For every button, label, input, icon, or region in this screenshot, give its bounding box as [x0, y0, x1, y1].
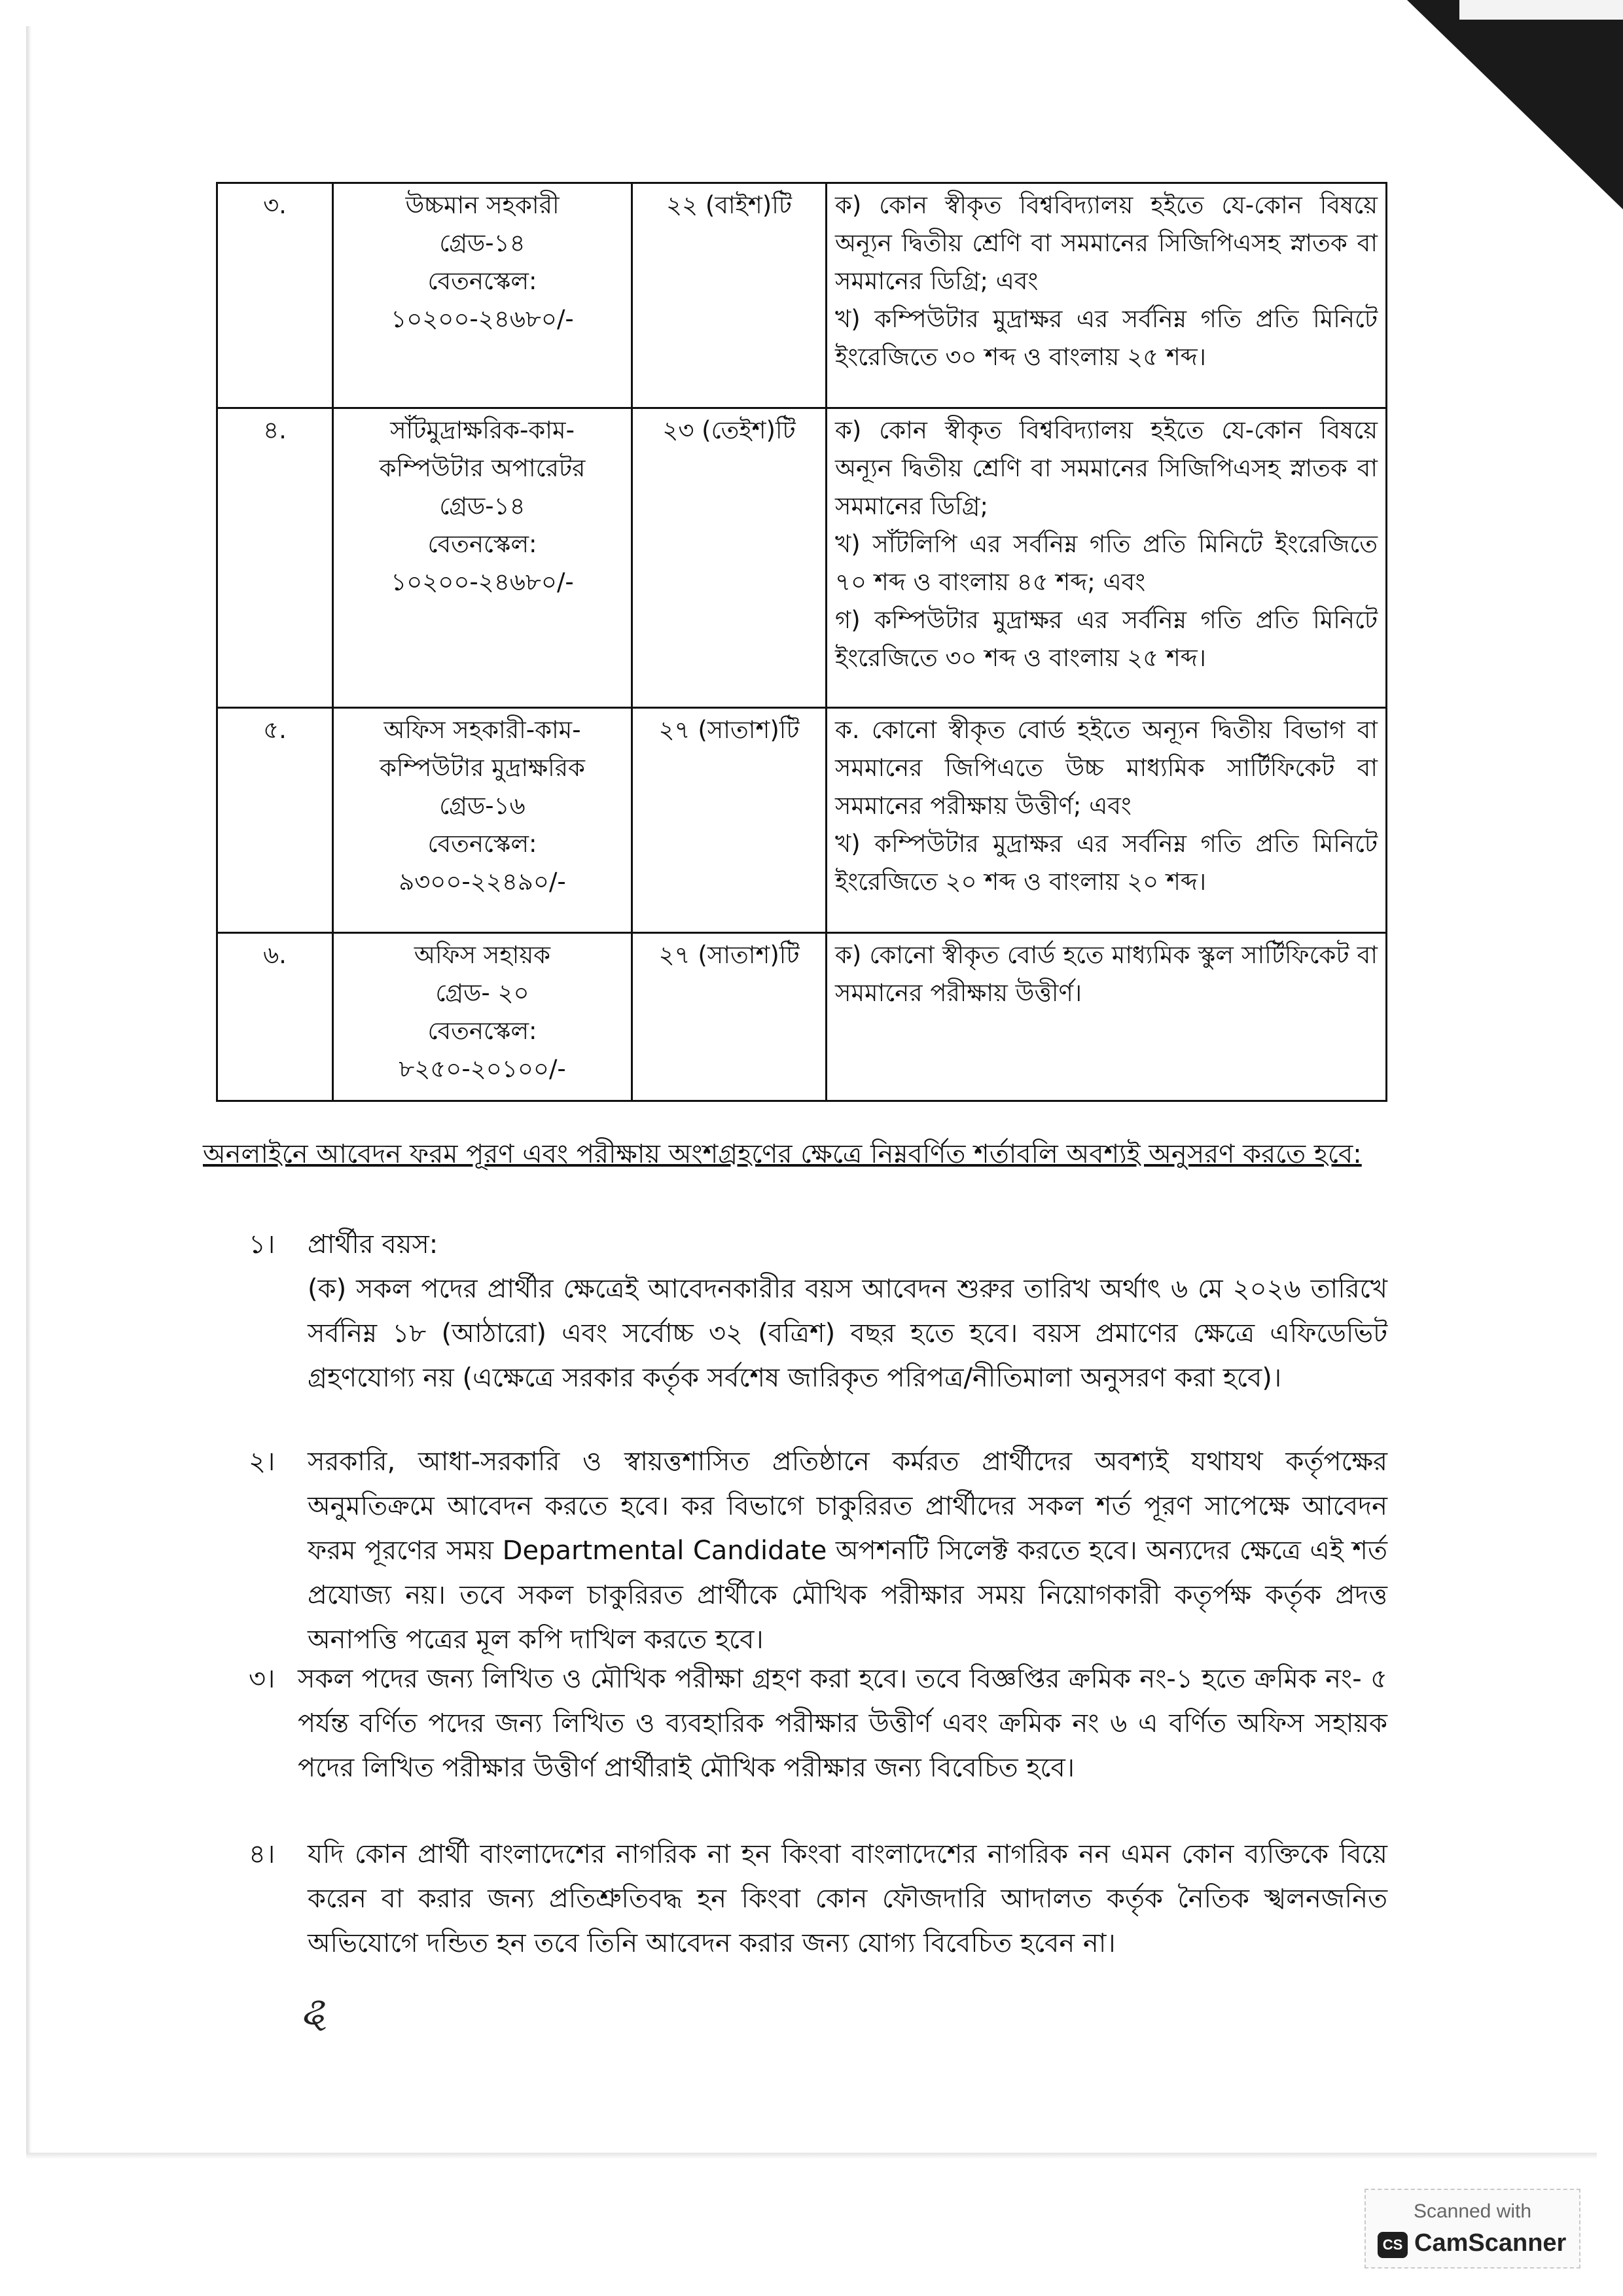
qualification-cell	[827, 708, 1387, 933]
posts-table	[216, 182, 1387, 1102]
page-edge-left	[26, 26, 31, 2159]
page-edge-bottom	[26, 2153, 1597, 2159]
qualification-cell	[827, 408, 1387, 708]
qualification-cell	[827, 933, 1387, 1101]
condition-number: ৩।	[249, 1664, 276, 1694]
qualification-item: গ) কম্পিউটার মুদ্রাক্ষর এর সর্বনিম্ন গতি প্রতি মিনিটে ইংরেজিতে ৩০ শব্দ ও বাংলায় ২৫ শব্দ।	[835, 606, 1378, 672]
vacancy-count: ২৩ (তেইশ)টি	[632, 408, 827, 708]
page-corner-edge	[1459, 0, 1623, 20]
qualification-item: ক) কোন স্বীকৃত বিশ্ববিদ্যালয় হইতে যে-কোন বিষয়ে অন্যূন দ্বিতীয় শ্রেণি বা সমমানের সিজিপিএসহ স্নাতক বা সমমানের ডিগ্রি;	[835, 416, 1378, 520]
post-title-cont: কম্পিউটার মুদ্রাক্ষরিক	[380, 754, 585, 782]
page-corner-fold	[1407, 0, 1623, 209]
post-grade: গ্রেড-১৬	[439, 792, 526, 820]
serial-cell: ৩.	[217, 183, 333, 408]
camscanner-watermark	[1364, 2189, 1580, 2269]
serial-cell: ৫.	[217, 708, 333, 933]
qualification-item: ক. কোনো স্বীকৃত বোর্ড হইতে অন্যূন দ্বিতীয় বিভাগ বা সমমানের জিপিএতে উচ্চ মাধ্যমিক সার্টিফিকেট বা সমমানের পরীক্ষায় উত্তীর্ণ; এবং	[835, 716, 1378, 820]
condition-text: (ক) সকল পদের প্রার্থীর ক্ষেত্রেই আবেদনকারীর বয়স আবেদন শুরুর তারিখ অর্থাৎ ৬ মে ২০২৬ তারিখে সর্বনিম্ন ১৮ (আঠারো) এবং সর্বোচ্চ ৩২ (বত্রিশ) বছর হতে হবে। বয়স প্রমাণের ক্ষেত্রে এফিডেভিট গ্রহণযোগ্য নয় (এক্ষেত্রে সরকার কর্তৃক সর্বশেষ জারিকৃত পরিপত্র/নীতিমালা অনুসরণ করা হবে)।	[308, 1274, 1387, 1393]
condition-text: সরকারি, আধা-সরকারি ও স্বায়ত্তশাসিত প্রতিষ্ঠানে কর্মরত প্রার্থীদের অবশ্যই যথাযথ কর্তৃপক্ষের অনুমতিক্রমে আবেদন করতে হবে। কর বিভাগে চাকুরিরত প্রার্থীদের সকল শর্ত পূরণ সাপেক্ষে আবেদন ফরম পূরণের সময় Departmental Candidate অপশনটি সিলেক্ট করতে হবে। অন্যদের ক্ষেত্রে এই শর্ত প্রযোজ্য নয়। তবে সকল চাকুরিরত প্রার্থীকে মৌখিক পরীক্ষার সময় নিয়োগকারী কতৃর্পক্ষ কর্তৃক প্রদত্ত অনাপত্তি পত্রের মূল কপি দাখিল করতে হবে।	[308, 1447, 1387, 1655]
post-title: অফিস সহকারী-কাম-	[383, 716, 581, 744]
vacancy-count: ২৭ (সাতাশ)টি	[632, 708, 827, 933]
pay-scale-value: ১০২০০-২৪৬৮০/-	[391, 568, 574, 596]
post-title-cont: কম্পিউটার অপারেটর	[379, 454, 586, 482]
qualification-cell	[827, 183, 1387, 408]
qualification-item: ক) কোন স্বীকৃত বিশ্ববিদ্যালয় হইতে যে-কোন বিষয়ে অন্যূন দ্বিতীয় শ্রেণি বা সমমানের সিজিপিএসহ স্নাতক বা সমমানের ডিগ্রি; এবং	[835, 191, 1378, 295]
table-row	[217, 408, 1387, 708]
post-title: অফিস সহায়ক	[414, 941, 551, 969]
pay-scale-value: ৯৩০০-২২৪৯০/-	[399, 868, 566, 896]
watermark-brand: CamScanner	[1414, 2229, 1567, 2257]
table-row	[217, 183, 1387, 408]
condition-text: সকল পদের জন্য লিখিত ও মৌখিক পরীক্ষা গ্রহণ করা হবে। তবে বিজ্ঞপ্তির ক্রমিক নং-১ হতে ক্রমিক নং- ৫ পর্যন্ত বর্ণিত পদের জন্য লিখিত ও ব্যবহারিক পরীক্ষার উত্তীর্ণ এবং ক্রমিক নং ৬ এ বর্ণিত অফিস সহায়ক পদের লিখিত পরীক্ষার উত্তীর্ণ প্রার্থীরাই মৌখিক পরীক্ষার জন্য বিবেচিত হবে।	[298, 1664, 1387, 1783]
serial-cell: ৬.	[217, 933, 333, 1101]
watermark-caption: Scanned with	[1413, 2200, 1532, 2222]
conditions-heading: অনলাইনে আবেদন ফরম পূরণ এবং পরীক্ষায় অংশগ্রহণের ক্ষেত্রে নিম্নবর্ণিত শর্তাবলি অবশ্যই অনুসরণ করতে হবে:	[203, 1139, 1362, 1169]
post-title: উচ্চমান সহকারী	[405, 191, 560, 219]
post-cell	[333, 708, 632, 933]
condition-text: যদি কোন প্রার্থী বাংলাদেশের নাগরিক না হন কিংবা বাংলাদেশের নাগরিক নন এমন কোন ব্যক্তিকে বিয়ে করেন বা করার জন্য প্রতিশ্রুতিবদ্ধ হন কিংবা কোন ফৌজদারি আদালত কর্তৃক নৈতিক স্খলনজনিত অভিযোগে দন্ডিত হন তবে তিনি আবেদন করার জন্য যোগ্য বিবেচিত হবেন না।	[308, 1839, 1387, 1958]
pay-scale-label: বেতনস্কেল:	[427, 1017, 537, 1045]
condition-title: প্রার্থীর বয়স:	[308, 1229, 438, 1260]
post-cell	[333, 183, 632, 408]
post-cell	[333, 933, 632, 1101]
vacancy-count: ২৭ (সাতাশ)টি	[632, 933, 827, 1101]
handwritten-initials: ୡ	[301, 1989, 328, 2034]
post-title: সাঁটমুদ্রাক্ষরিক-কাম-	[390, 416, 575, 444]
pay-scale-label: বেতনস্কেল:	[427, 530, 537, 558]
qualification-item: ক) কোনো স্বীকৃত বোর্ড হতে মাধ্যমিক স্কুল সার্টিফিকেট বা সমমানের পরীক্ষায় উত্তীর্ণ।	[835, 941, 1378, 1007]
post-grade: গ্রেড-১৪	[439, 229, 526, 257]
post-cell	[333, 408, 632, 708]
table-row	[217, 933, 1387, 1101]
condition-number: ৪।	[249, 1839, 276, 1869]
post-grade: গ্রেড-১৪	[439, 492, 526, 520]
qualification-item: খ) কম্পিউটার মুদ্রাক্ষর এর সর্বনিম্ন গতি প্রতি মিনিটে ইংরেজিতে ২০ শব্দ ও বাংলায় ২০ শব্দ।	[835, 830, 1378, 896]
qualification-item: খ) কম্পিউটার মুদ্রাক্ষর এর সর্বনিম্ন গতি প্রতি মিনিটে ইংরেজিতে ৩০ শব্দ ও বাংলায় ২৫ শব্দ।	[835, 305, 1378, 371]
vacancy-count: ২২ (বাইশ)টি	[632, 183, 827, 408]
qualification-item: খ) সাঁটলিপি এর সর্বনিম্ন গতি প্রতি মিনিটে ইংরেজিতে ৭০ শব্দ ও বাংলায় ৪৫ শব্দ; এবং	[835, 530, 1378, 596]
post-grade: গ্রেড- ২০	[435, 979, 529, 1007]
serial-cell: ৪.	[217, 408, 333, 708]
camscanner-logo-icon: CS	[1378, 2232, 1408, 2258]
pay-scale-label: বেতনস্কেল:	[427, 267, 537, 295]
table-row	[217, 708, 1387, 933]
pay-scale-label: বেতনস্কেল:	[427, 830, 537, 858]
condition-number: ১।	[249, 1229, 276, 1260]
condition-number: ২।	[249, 1447, 276, 1477]
pay-scale-value: ৮২৫০-২০১০০/-	[399, 1055, 566, 1083]
condition-item	[308, 1222, 1387, 1400]
pay-scale-value: ১০২০০-২৪৬৮০/-	[391, 305, 574, 333]
